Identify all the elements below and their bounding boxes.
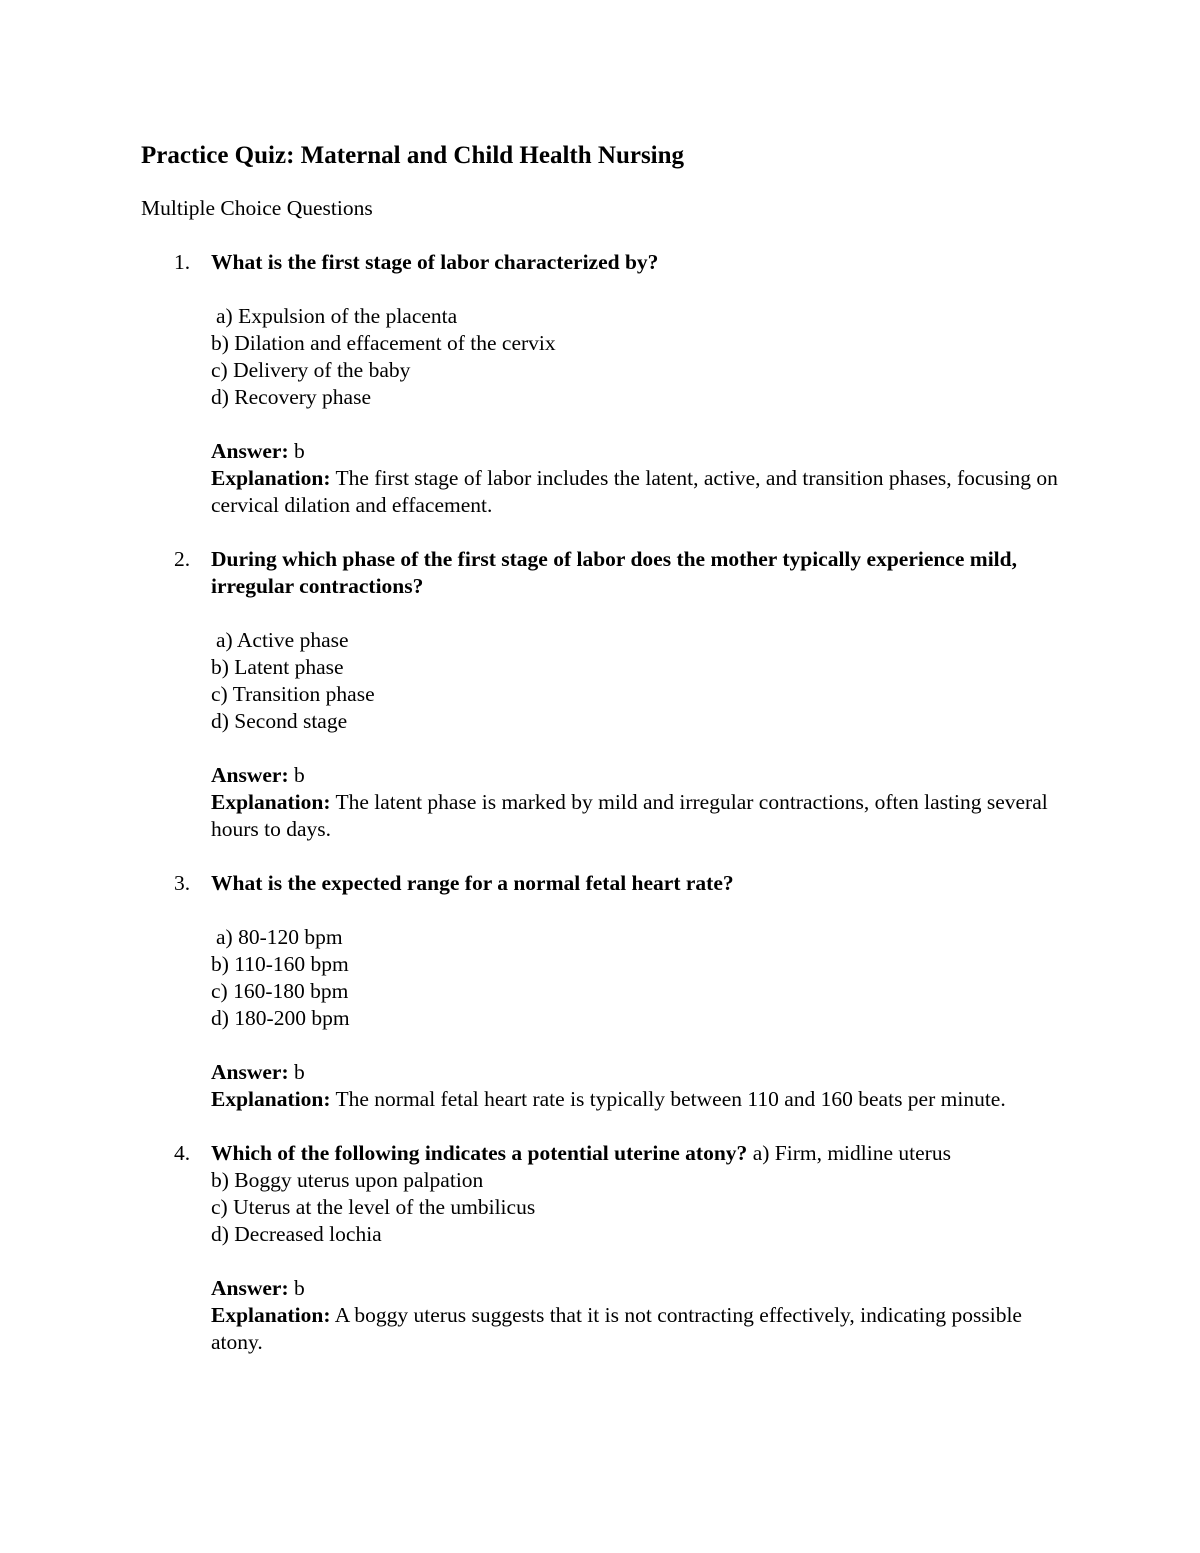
explanation-line: [211, 1086, 1071, 1113]
question-number: 3.: [174, 871, 191, 895]
question-number: 1.: [174, 250, 191, 274]
question-item: [141, 870, 1071, 1113]
question-number: 4.: [174, 1141, 191, 1165]
explanation-label: Explanation:: [211, 790, 331, 814]
option-d: d) Second stage: [211, 709, 348, 733]
answer-block: [211, 762, 1071, 843]
answer-line: [211, 438, 1071, 465]
answer-label: Answer:: [211, 763, 289, 787]
section-heading: Multiple Choice Questions: [141, 196, 373, 220]
document-title: Practice Quiz: Maternal and Child Health Nursing: [141, 142, 685, 169]
option-b: b) Dilation and effacement of the cervix: [211, 331, 556, 355]
option-b: b) Latent phase: [211, 655, 344, 679]
answer-label: Answer:: [211, 1060, 289, 1084]
option-c: c) 160-180 bpm: [211, 979, 349, 1003]
answer-line: [211, 1059, 1071, 1086]
explanation-line: [211, 1302, 1071, 1356]
answer-block: [211, 1059, 1071, 1113]
answer-block: [211, 1275, 1071, 1356]
option-b: b) 110-160 bpm: [211, 952, 349, 976]
question-number: 2.: [174, 547, 191, 571]
explanation-text: The latent phase is marked by mild and irregular contractions, often lasting several hours to days.: [211, 790, 1048, 841]
option-d: d) Decreased lochia: [211, 1222, 382, 1246]
options-list: [211, 924, 1071, 1032]
answer-label: Answer:: [211, 1276, 289, 1300]
option-b: b) Boggy uterus upon palpation: [211, 1168, 484, 1192]
question-line: [211, 1140, 1071, 1167]
document-page: [141, 140, 1071, 1356]
explanation-text: A boggy uterus suggests that it is not contracting effectively, indicating possible atony.: [211, 1303, 1022, 1354]
options-list: [211, 1167, 1071, 1248]
option-a: a) Firm, midline uterus: [752, 1141, 951, 1165]
explanation-text: The normal fetal heart rate is typically between 110 and 160 beats per minute.: [335, 1087, 1006, 1111]
answer-block: [211, 438, 1071, 519]
question-item: [141, 546, 1071, 843]
option-a: a) 80-120 bpm: [216, 925, 343, 949]
option-c: c) Delivery of the baby: [211, 358, 411, 382]
question-text: What is the first stage of labor characterized by?: [211, 250, 659, 274]
options-list: [211, 303, 1071, 411]
question-item: [141, 1140, 1071, 1356]
option-c: c) Transition phase: [211, 682, 375, 706]
option-d: d) Recovery phase: [211, 385, 371, 409]
answer-value: b: [294, 1060, 305, 1084]
answer-line: [211, 762, 1071, 789]
explanation-text: The first stage of labor includes the latent, active, and transition phases, focusing on cervical dilation and effacement.: [211, 466, 1058, 517]
answer-value: b: [294, 439, 305, 463]
option-c: c) Uterus at the level of the umbilicus: [211, 1195, 536, 1219]
explanation-label: Explanation:: [211, 1303, 331, 1327]
option-a: a) Expulsion of the placenta: [216, 304, 458, 328]
answer-value: b: [294, 763, 305, 787]
option-a: a) Active phase: [216, 628, 349, 652]
explanation-line: [211, 789, 1071, 843]
explanation-label: Explanation:: [211, 1087, 331, 1111]
question-item: [141, 249, 1071, 519]
answer-line: [211, 1275, 1071, 1302]
question-text: Which of the following indicates a potential uterine atony?: [211, 1141, 748, 1165]
answer-value: b: [294, 1276, 305, 1300]
explanation-line: [211, 465, 1071, 519]
option-d: d) 180-200 bpm: [211, 1006, 350, 1030]
answer-label: Answer:: [211, 439, 289, 463]
question-text: During which phase of the first stage of labor does the mother typically experience mild, irregular contractions?: [211, 547, 1017, 598]
options-list: [211, 627, 1071, 735]
explanation-label: Explanation:: [211, 466, 331, 490]
question-text: What is the expected range for a normal fetal heart rate?: [211, 871, 734, 895]
